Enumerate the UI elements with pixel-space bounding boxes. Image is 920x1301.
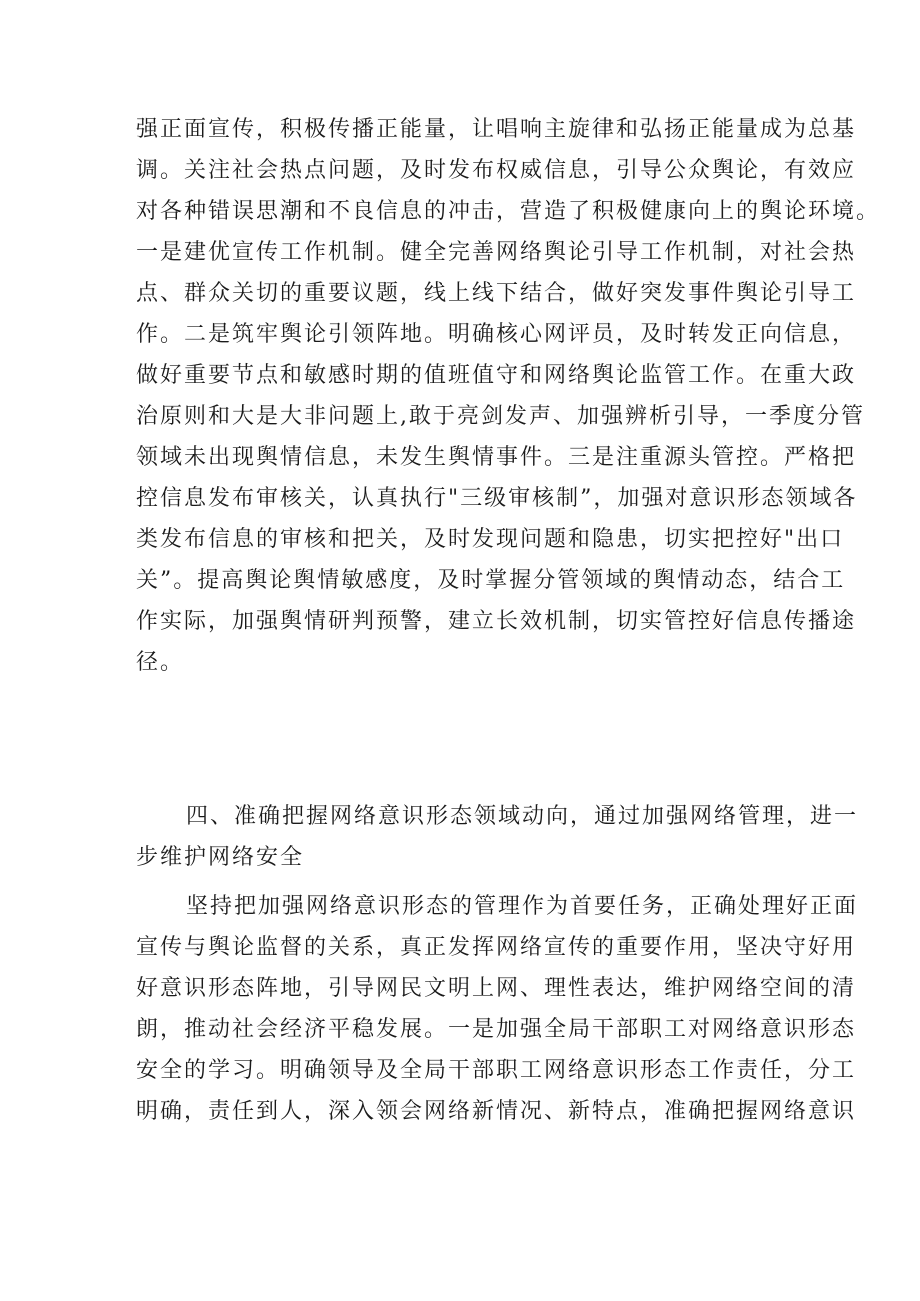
text-line: 领域未出现舆情信息，未发生舆情事件。三是注重源头管控。严格把 [136,445,857,470]
text-line: 关”。提高舆论舆情敏感度，及时掌握分管领域的舆情动态，结合工 [136,568,846,593]
text-line: 朗，推动社会经济平稳发展。一是加强全局干部职工对网络意识形态 [136,1017,857,1042]
text-line: 强正面宣传，积极传播正能量，让唱响主旋律和弘扬正能量成为总基 [136,117,857,142]
text-line: 类发布信息的审核和把关，及时发现问题和隐患，切实把控好"出口 [136,527,845,552]
heading-line: 步维护网络安全 [136,845,305,870]
text-line: 宣传与舆论监督的关系，真正发挥网络宣传的重要作用，坚决守好用 [136,935,857,960]
text-line: 一是建优宣传工作机制。健全完善网络舆论引导工作机制，对社会热 [136,240,857,265]
text-line: 做好重要节点和敏感时期的值班值守和网络舆论监管工作。在重大政 [136,363,857,388]
text-line: 好意识形态阵地，引导网民文明上网、理性表达，维护网络空间的清 [136,976,857,1001]
text-line: 径。 [136,650,185,675]
text-line: 调。关注社会热点问题，及时发布权威信息，引导公众舆论，有效应 [136,158,857,183]
section-heading-4 [136,796,859,878]
paragraph-network-security [136,886,859,1132]
text-line: 控信息发布审核关，认真执行"三级审核制”，加强对意识形态领域各 [136,486,858,511]
text-line: 明确，责任到人，深入领会网络新情况、新特点，准确把握网络意识 [136,1099,857,1124]
paragraph-publicity [136,109,881,683]
heading-line: 四、准确把握网络意识形态领域动向，通过加强网络管理，进一 [186,804,859,829]
text-line: 点、群众关切的重要议题，线上线下结合，做好突发事件舆论引导工 [136,281,857,306]
text-line: 安全的学习。明确领导及全局干部职工网络意识形态工作责任，分工 [136,1058,857,1083]
text-line: 作。二是筑牢舆论引领阵地。明确核心网评员，及时转发正向信息， [136,322,857,347]
text-line: 坚持把加强网络意识形态的管理作为首要任务，正确处理好正面 [186,894,859,919]
text-line: 治原则和大是大非问题上,敢于亮剑发声、加强辨析引导，一季度分管 [136,404,865,429]
text-line: 对各种错误思潮和不良信息的冲击，营造了积极健康向上的舆论环境。 [136,199,881,224]
text-line: 作实际，加强舆情研判预警，建立长效机制，切实管控好信息传播途 [136,609,857,634]
